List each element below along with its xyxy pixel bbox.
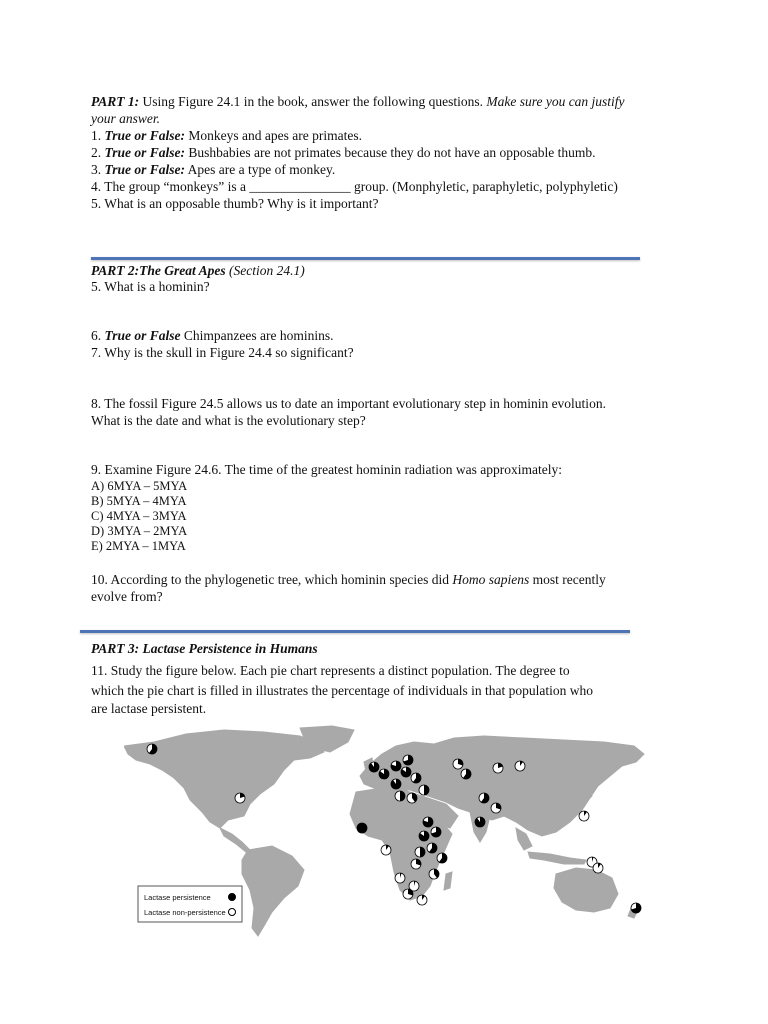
question-11-line3: are lactase persistent. [91, 701, 207, 716]
population-pie [235, 793, 245, 803]
population-pie [401, 767, 411, 777]
pie-slice [391, 779, 401, 789]
section-divider [80, 630, 630, 633]
population-pie [411, 859, 421, 869]
section-divider [91, 257, 640, 260]
population-pie [579, 811, 589, 821]
q9-option-b: B) 5MYA – 4MYA [91, 494, 187, 508]
population-pie [415, 847, 425, 857]
pie-slice [357, 823, 367, 833]
population-pie [419, 785, 429, 795]
question-text: 10. According to the phylogenetic tree, which hominin species did [91, 572, 450, 587]
population-pie [391, 761, 401, 771]
question-5a: 5. What is an opposable thumb? Why is it important? [91, 196, 379, 211]
part2-heading: PART 2:The Great Apes [91, 263, 226, 278]
question-text: Bushbabies are not primates because they do not have an opposable thumb. [188, 145, 596, 160]
question-11-line2: which the pie chart is filled in illustrates the percentage of individuals in that population who [91, 683, 593, 698]
q9-option-a: A) 6MYA – 5MYA [91, 479, 188, 493]
population-pie [379, 769, 389, 779]
population-pie [479, 793, 489, 803]
question-text: Monkeys and apes are primates. [188, 128, 362, 143]
map-legend [138, 886, 242, 922]
part3-heading: PART 3: Lactase Persistence in Humans [91, 641, 318, 656]
question-8-line2: What is the date and what is the evolutionary step? [91, 413, 366, 428]
question-number: 2. [91, 145, 102, 160]
population-pie [631, 903, 641, 913]
population-pie [403, 755, 413, 765]
q9-option-e: E) 2MYA – 1MYA [91, 539, 186, 553]
q9-option-d: D) 3MYA – 2MYA [91, 524, 188, 538]
population-pie [381, 845, 391, 855]
question-8-line1: 8. The fossil Figure 24.5 allows us to date an important evolutionary step in hominin evolution. [91, 396, 606, 411]
question-7: 7. Why is the skull in Figure 24.4 so significant? [91, 345, 354, 360]
south-america [242, 846, 304, 936]
population-pie [475, 817, 485, 827]
population-pie [391, 779, 401, 789]
population-pie [395, 873, 405, 883]
part1-justify: Make sure you can justify [486, 94, 625, 109]
population-pie [403, 889, 413, 899]
part2-heading-line [91, 262, 305, 279]
population-pie [357, 823, 367, 833]
part2-section: (Section 24.1) [229, 263, 305, 278]
population-pie [491, 803, 501, 813]
southeast-asia [516, 828, 532, 850]
population-pie [417, 895, 427, 905]
central-america [220, 828, 250, 852]
true-false-label: True or False: [104, 128, 185, 143]
population-pie [431, 827, 441, 837]
legend-persistence-label: Lactase persistence [144, 893, 211, 902]
pie-slice [475, 817, 485, 827]
question-2 [91, 144, 596, 161]
population-pie [369, 762, 379, 772]
legend-empty-marker [229, 909, 236, 916]
population-pie [429, 869, 439, 879]
question-text: most recently [532, 572, 606, 587]
population-pie [427, 843, 437, 853]
population-pie [419, 831, 429, 841]
population-pie [411, 773, 421, 783]
population-pie [407, 793, 417, 803]
question-9: 9. Examine Figure 24.6. The time of the greatest hominin radiation was approximately: [91, 462, 563, 477]
legend-filled-marker [229, 894, 236, 901]
population-pie [423, 817, 433, 827]
question-number: 3. [91, 162, 102, 177]
population-pie [147, 744, 157, 754]
lactase-persistence-map [124, 724, 646, 940]
part1-intro: Using Figure 24.1 in the book, answer the following questions. [142, 94, 483, 109]
question-10-line2: evolve from? [91, 589, 163, 604]
pie-slice [369, 762, 379, 772]
question-4: 4. The group “monkeys” is a _______________ group. (Monphyletic, paraphyletic, polyphyletic) [91, 179, 618, 194]
question-1 [91, 127, 362, 144]
population-pie [515, 761, 525, 771]
part1-intro-line [91, 93, 625, 110]
world-map [124, 724, 646, 940]
population-pie [593, 863, 603, 873]
species-name: Homo sapiens [452, 572, 530, 587]
question-number: 6. [91, 328, 102, 343]
true-false-label: True or False [104, 328, 181, 343]
question-text: Chimpanzees are hominins. [183, 328, 334, 343]
population-pie [461, 769, 471, 779]
question-5b: 5. What is a hominin? [91, 279, 210, 294]
population-pie [395, 791, 405, 801]
population-pie [437, 853, 447, 863]
part1-heading: PART 1: [91, 94, 140, 109]
population-pie [453, 759, 463, 769]
question-10-line1 [91, 571, 606, 588]
population-pie [493, 763, 503, 773]
question-6 [91, 327, 333, 344]
australia [554, 868, 618, 912]
question-3 [91, 161, 335, 178]
part1-justify-continued: your answer. [91, 111, 161, 126]
q9-option-c: C) 4MYA – 3MYA [91, 509, 187, 523]
indonesia [528, 852, 586, 864]
legend-non-persistence-label: Lactase non-persistence [144, 908, 226, 917]
madagascar [444, 872, 452, 890]
true-false-label: True or False: [104, 145, 185, 160]
question-number: 1. [91, 128, 102, 143]
question-text: Apes are a type of monkey. [187, 162, 336, 177]
question-11-line1: 11. Study the figure below. Each pie chart represents a distinct population. The degree to [91, 663, 570, 678]
true-false-label: True or False: [104, 162, 185, 177]
